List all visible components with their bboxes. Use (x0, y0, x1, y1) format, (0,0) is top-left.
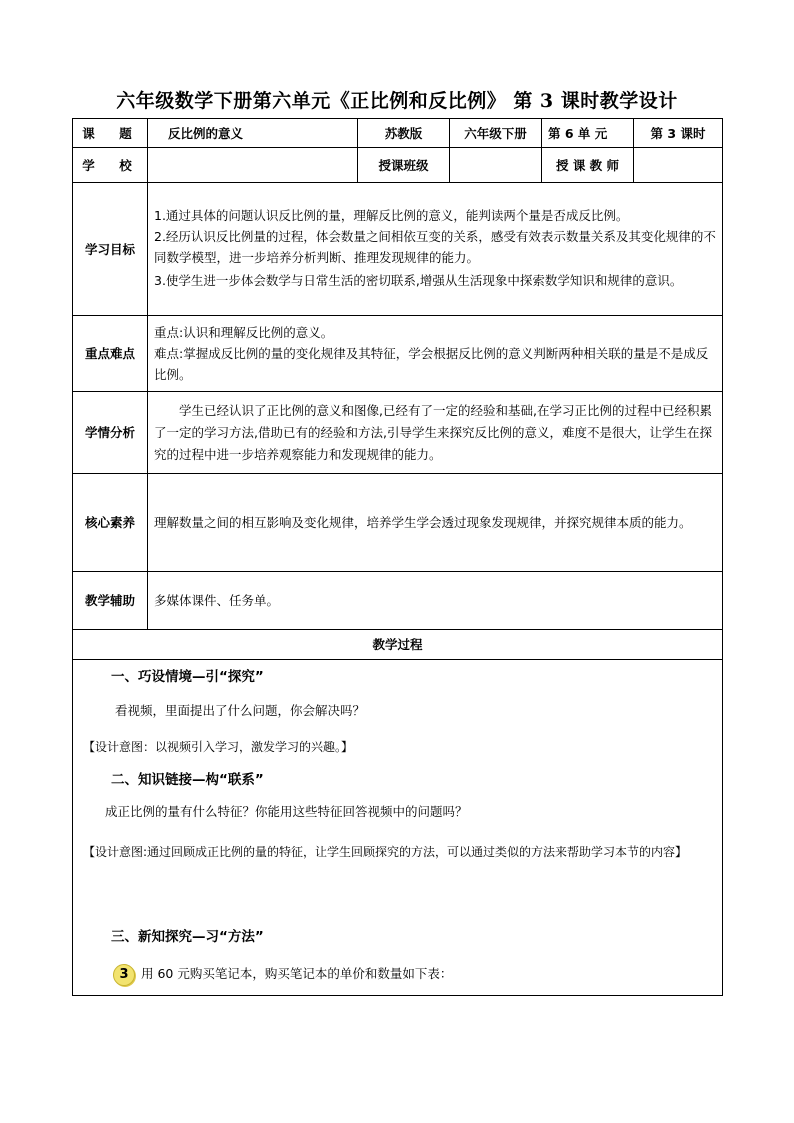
section-text: 看视频，里面提出了什么问题，你会解决吗？ (115, 703, 366, 718)
design-intent: 【设计意图:通过回顾成正比例的量的特征，让学生回顾探究的方法，可以通过类似的方法来帮助学习本节的内容】 (83, 845, 688, 859)
aids-label: 教学辅助 (73, 572, 148, 630)
goals-content (148, 183, 723, 316)
process-heading: 教学过程 (73, 630, 723, 660)
grade: 六年级下册 (450, 119, 542, 148)
goals-label: 学习目标 (73, 183, 148, 316)
section-heading: 一、巧设情境—引“探究” (111, 669, 264, 685)
publisher: 苏教版 (358, 119, 450, 148)
topic-label: 课 题 (73, 119, 148, 148)
difficulty-text: 难点:掌握成反比例的量的变化规律及其特征，学会根据反比例的意义判断两种相关联的量是不是成反比例。 (154, 346, 709, 382)
analysis-row (73, 392, 723, 474)
number-badge-icon: 3 (113, 964, 135, 986)
class-label: 授课班级 (358, 148, 450, 183)
school-value (148, 148, 358, 183)
process-row (73, 660, 723, 996)
focus-text: 重点:认识和理解反比例的意义。 (154, 325, 334, 340)
header-row-2 (73, 148, 723, 183)
literacy-text: 理解数量之间的相互影响及变化规律，培养学生学会透过现象发现规律，并探究规律本质的能力。 (154, 514, 692, 530)
literacy-label: 核心素养 (73, 474, 148, 572)
process-content (73, 660, 723, 996)
process-heading-row (73, 630, 723, 660)
goal-item: 1.通过具体的问题认识反比例的量，理解反比例的意义，能判读两个量是否成反比例。 (154, 207, 629, 223)
key-points-content (148, 316, 723, 392)
lesson-number: 第 3 课时 (634, 119, 723, 148)
unit: 第 6 单 元 (542, 119, 634, 148)
goals-row (73, 183, 723, 316)
teacher-label: 授 课 教 师 (542, 148, 634, 183)
document-title: 六年级数学下册第六单元《正比例和反比例》 第 3 课时教学设计 (116, 90, 678, 112)
topic-value: 反比例的意义 (148, 119, 358, 148)
class-value (450, 148, 542, 183)
key-points-row (73, 316, 723, 392)
section-text-row (73, 956, 722, 992)
section-text: 用 60 元购买笔记本，购买笔记本的单价和数量如下表： (140, 966, 453, 981)
analysis-text: 学生已经认识了正比例的意义和图像,已经有了一定的经验和基础,在学习正比例的过程中已经积累了一定的学习方法,借助已有的经验和方法,引导学生来探究反比例的意义，难度不是很大，让学生在探究的过程中进一步培养观察能力和发现规律的能力。 (154, 402, 712, 462)
goal-item: 2.经历认识反比例量的过程，体会数量之间相依互变的关系，感受有效表示数量关系及其变化规律的不同数学模型，进一步培养分析判断、推理发现规律的能力。 (154, 228, 716, 265)
literacy-content (148, 474, 723, 572)
literacy-row (73, 474, 723, 572)
lesson-plan-table (72, 118, 723, 996)
analysis-content (148, 392, 723, 474)
goal-item: 3.使学生进一步体会数学与日常生活的密切联系,增强从生活现象中探索数学知识和规律的意识。 (154, 272, 683, 288)
design-intent: 【设计意图：以视频引入学习，激发学习的兴趣。】 (83, 740, 354, 754)
section-text: 成正比例的量有什么特征？你能用这些特征回答视频中的问题吗？ (105, 804, 468, 819)
aids-row (73, 572, 723, 630)
section-heading: 三、新知探究—习“方法” (111, 929, 264, 945)
school-label: 学 校 (73, 148, 148, 183)
header-row-1 (73, 119, 723, 148)
aids-text: 多媒体课件、任务单。 (148, 572, 723, 630)
analysis-label: 学情分析 (73, 392, 148, 474)
section-heading: 二、知识链接—构“联系” (111, 772, 264, 788)
teacher-value (634, 148, 723, 183)
key-points-label: 重点难点 (73, 316, 148, 392)
